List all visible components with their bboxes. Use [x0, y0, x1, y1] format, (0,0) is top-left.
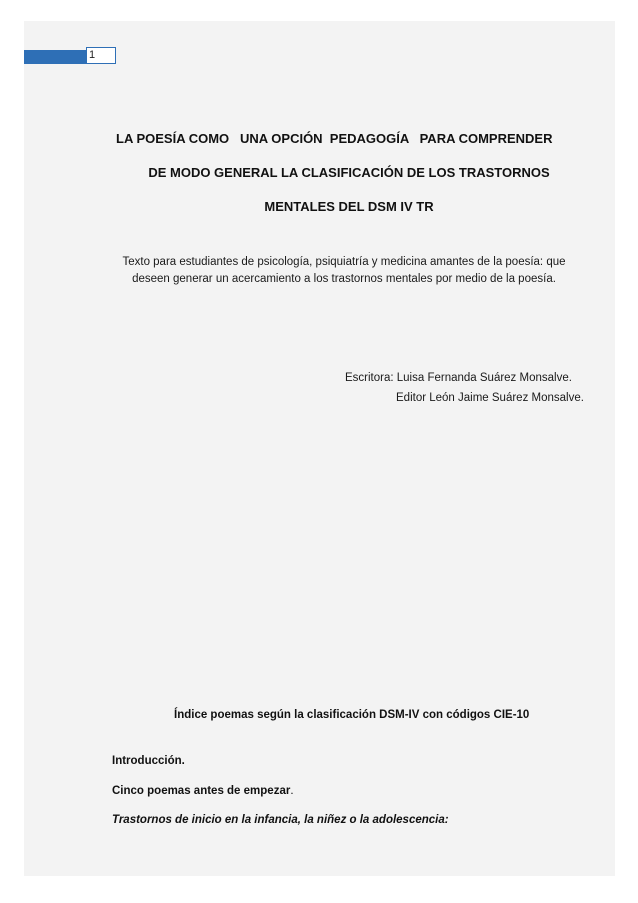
title-line-1: LA POESÍA COMO UNA OPCIÓN PEDAGOGÍA PARA COMPRENDER: [116, 131, 553, 146]
toc-item-cinco-poemas-label: Cinco poemas antes de empezar: [112, 785, 291, 797]
subtitle-text: Texto para estudiantes de psicología, psiquiatría y medicina amantes de la poesía: que deseen generar un acercamiento a los trastornos mentales por medio de la poesía.: [122, 256, 566, 285]
toc-item-cinco-poemas: [112, 785, 294, 797]
editor-credit: Editor León Jaime Suárez Monsalve.: [396, 392, 584, 404]
index-title: Índice poemas según la clasificación DSM-IV con códigos CIE-10: [174, 709, 530, 721]
page-number-tab: [24, 50, 86, 64]
writer-credit: Escritora: Luisa Fernanda Suárez Monsalve.: [345, 372, 572, 384]
title-line-2: DE MODO GENERAL LA CLASIFICACIÓN DE LOS TRASTORNOS: [148, 165, 550, 180]
title-line-3: MENTALES DEL DSM IV TR: [264, 199, 434, 214]
toc-item-introduccion: Introducción.: [112, 755, 185, 767]
document-page: [24, 21, 615, 876]
toc-item-trastornos-infancia: Trastornos de inicio en la infancia, la niñez o la adolescencia:: [112, 814, 449, 826]
page-number: 1: [86, 47, 116, 64]
toc-item-cinco-poemas-period: .: [290, 785, 294, 797]
